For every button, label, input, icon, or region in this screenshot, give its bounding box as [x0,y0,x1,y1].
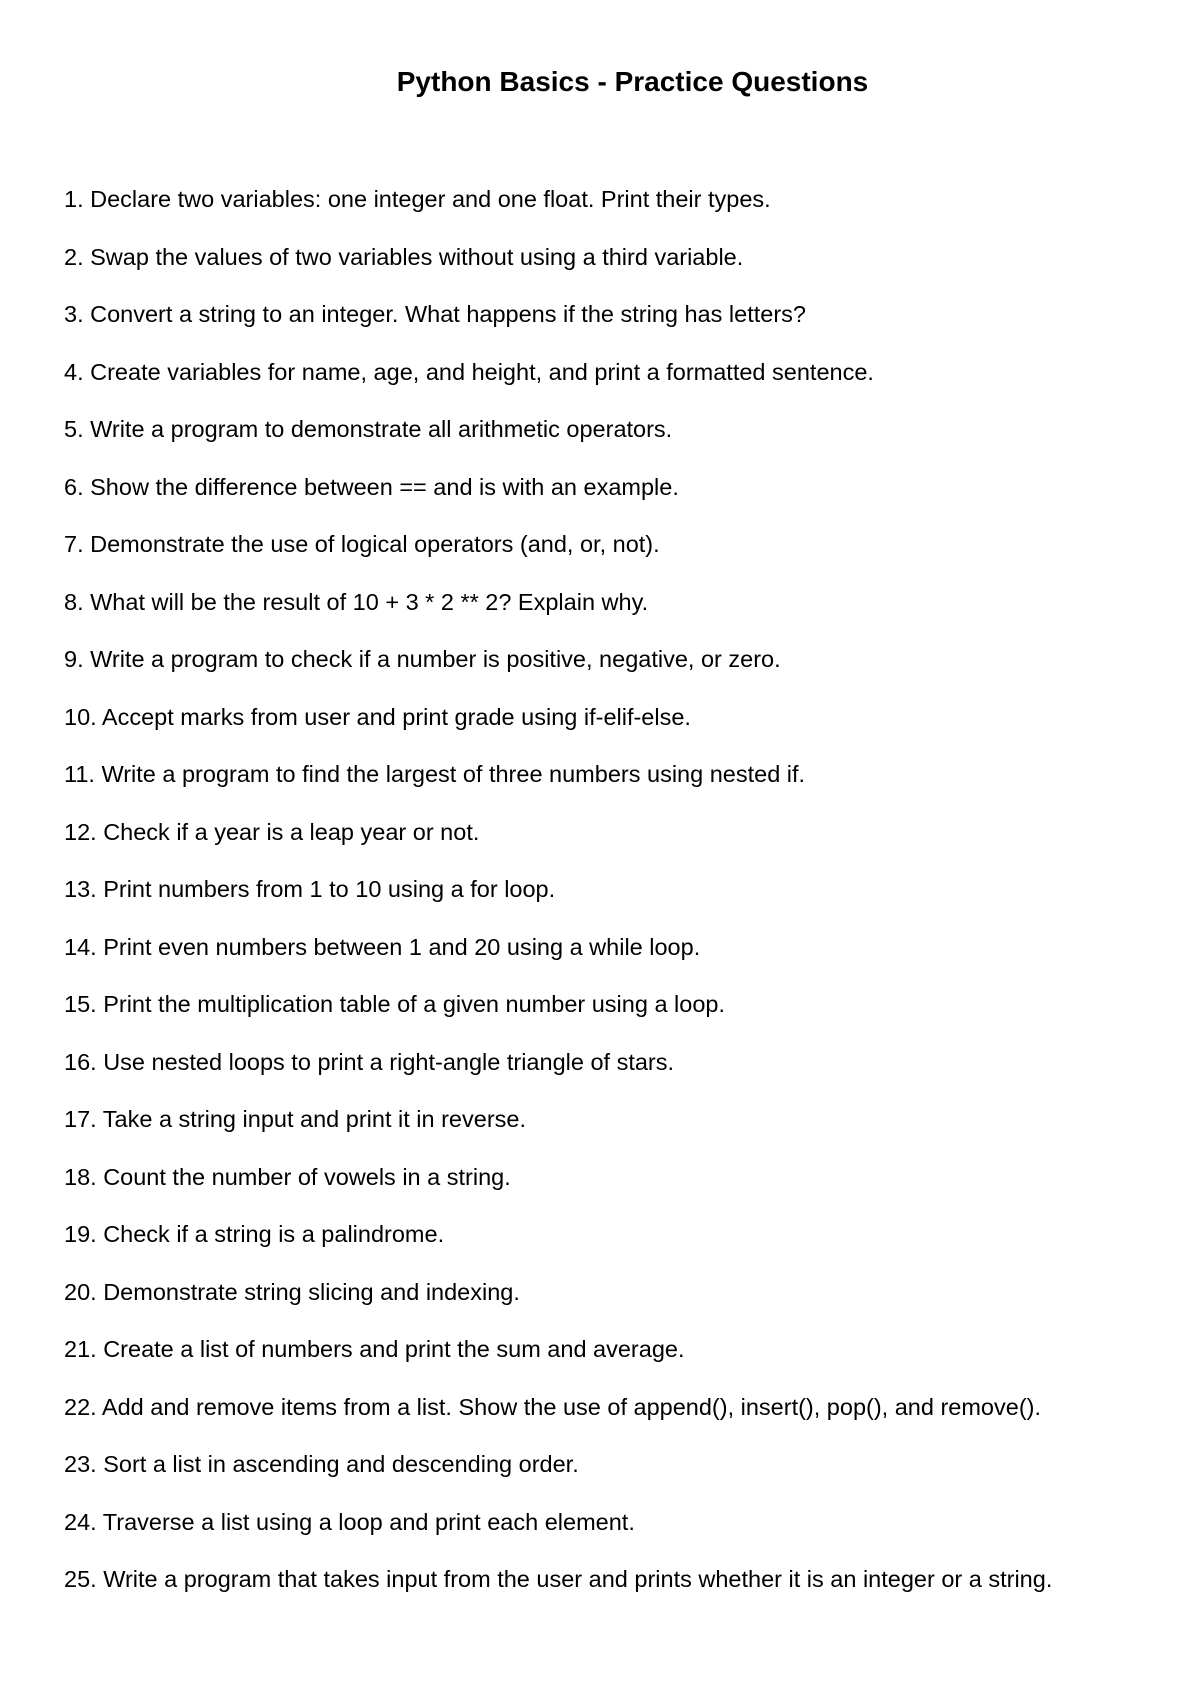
question-item: 1. Declare two variables: one integer and one float. Print their types. [64,186,771,212]
question-list [64,185,1052,1623]
question-item: 6. Show the difference between == and is with an example. [64,473,679,500]
question-item: 17. Take a string input and print it in reverse. [64,1106,526,1132]
question-item: 23. Sort a list in ascending and descending order. [64,1451,579,1477]
question-item: 7. Demonstrate the use of logical operators (and, or, not). [64,531,660,557]
question-item: 5. Write a program to demonstrate all arithmetic operators. [64,416,673,442]
question-item: 10. Accept marks from user and print grade using if-elif-else. [64,703,691,730]
question-item: 20. Demonstrate string slicing and indexing. [64,1278,520,1305]
question-item: 19. Check if a string is a palindrome. [64,1221,445,1247]
page-title: Python Basics - Practice Questions [396,66,869,97]
question-item: 22. Add and remove items from a list. Show the use of append(), insert(), pop(), and remove(). [64,1393,1042,1420]
question-item: 4. Create variables for name, age, and height, and print a formatted sentence. [64,358,874,385]
question-item: 15. Print the multiplication table of a given number using a loop. [64,991,726,1017]
question-item: 8. What will be the result of 10 + 3 * 2 ** 2? Explain why. [64,588,649,615]
question-item: 14. Print even numbers between 1 and 20 using a while loop. [64,933,701,960]
question-item: 3. Convert a string to an integer. What happens if the string has letters? [64,301,806,327]
question-item: 24. Traverse a list using a loop and print each element. [64,1508,635,1535]
question-item: 18. Count the number of vowels in a string. [64,1163,511,1190]
question-item: 13. Print numbers from 1 to 10 using a for loop. [64,876,556,902]
question-item: 16. Use nested loops to print a right-angle triangle of stars. [64,1048,675,1075]
question-item: 21. Create a list of numbers and print the sum and average. [64,1336,685,1362]
question-item: 12. Check if a year is a leap year or not. [64,818,480,845]
question-item: 9. Write a program to check if a number is positive, negative, or zero. [64,646,781,672]
question-item: 11. Write a program to find the largest of three numbers using nested if. [64,761,806,787]
question-item: 2. Swap the values of two variables without using a third variable. [64,243,744,270]
question-item: 25. Write a program that takes input from the user and prints whether it is an integer or a string. [64,1566,1053,1592]
